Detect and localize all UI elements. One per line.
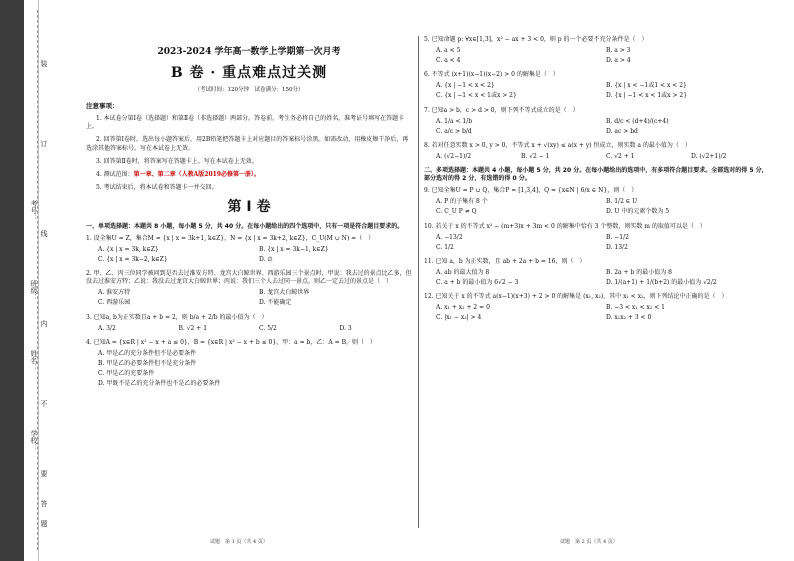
answer-option: C. C_U P ≠ Q: [436, 208, 477, 216]
answer-option: A. 1/a < 1/b: [436, 117, 473, 125]
answer-option: A. 甲是乙的充分条件但不是必要条件: [98, 349, 197, 357]
answer-option: B. {x | x < −1或1 < x < 2}: [606, 82, 687, 90]
notice-item: 3. 回答第Ⅱ卷时，将答案写在答题卡上。写在本试卷上无效。: [96, 157, 258, 165]
binding-mark: 答: [40, 500, 48, 507]
answer-option: D. ∅: [259, 256, 273, 264]
question: [86, 270, 412, 307]
answer-option: A. P 的子集有 8 个: [436, 198, 488, 206]
answer-option: A. 3/2: [98, 324, 116, 332]
answer-option: D. 3: [339, 324, 352, 332]
question: [86, 339, 412, 388]
answer-option: C. {x | x = 3k−2, k∈Z}: [98, 256, 168, 264]
question: [424, 223, 768, 252]
answer-option: D. 甲既不是乙的充分条件也不是乙的必要条件: [98, 380, 221, 388]
answer-option: C. a < 4: [436, 57, 461, 65]
answer-option: A. ab 的最大值为 8: [436, 268, 490, 276]
answer-option: D. (√2+1)/2: [691, 152, 727, 160]
question: [424, 71, 768, 100]
exam-number-label: 考号：: [30, 200, 38, 221]
notice-item: 5. 考试结束后，将本试卷和答题卡一并交回。: [96, 183, 218, 191]
notice-heading: 注意事项：: [86, 102, 119, 111]
question-stem: 6. 不等式 (x+1)(x−1)(x−2) > 0 的解集是（ ）: [424, 71, 559, 79]
option-list: [98, 289, 412, 307]
question-stem: 8. 若对任意实数 x > 0, y > 0，不等式 x + √(xy) ≤ a(x + y) 恒成立，则实数 a 的最小值为（ ）: [424, 141, 691, 149]
answer-option: C. {x | −1 < x < 1或x > 2}: [436, 92, 517, 100]
option-list: [436, 269, 768, 287]
binding-mark: 要: [40, 470, 48, 477]
notice-item-scope: 4. 测试范围：第一章、第二章（人教A版2019必修第一册）。: [96, 170, 260, 178]
page-divider: [418, 36, 419, 528]
scope-highlight: 第一章、第二章（人教A版2019必修第一册）。: [133, 170, 260, 178]
question: [424, 293, 768, 322]
answer-option: D. x₁x₂ + 3 < 0: [606, 314, 652, 322]
answer-option: B. −3 < x₁ < x₂ < 1: [606, 304, 665, 312]
answer-option: C. a/c > b/d: [436, 127, 472, 135]
answer-option: C. 西游乐园: [98, 299, 131, 307]
answer-option: A. x₁ + x₂ + 2 = 0: [436, 304, 490, 312]
name-label: 姓名：: [30, 350, 38, 371]
answer-option: B. d/c < (d+4)/(c+4): [606, 117, 669, 125]
answer-option: B. a > 3: [606, 47, 631, 55]
question-stem: 5. 已知命题 p: ∀x∈[1,3]，x² − ax + 3 < 0，则 p 的一个必要不充分条件是（ ）: [424, 36, 648, 43]
school-label: 学校：: [30, 430, 38, 451]
option-list: [436, 153, 768, 161]
exam-title: 2023-2024 学年高一数学上学期第一次月考: [157, 47, 341, 57]
answer-option: C. 5/2: [259, 324, 277, 332]
left-question-list: [86, 235, 412, 388]
footer-page-1: 试题 第 1 页（共 4 页）: [210, 539, 268, 545]
binding-mark: 不: [40, 400, 48, 407]
answer-option: D. 不能确定: [259, 299, 292, 307]
answer-option: D. ac > bd: [606, 127, 638, 135]
answer-option: B. 甲是乙的必要条件但不是充分条件: [98, 359, 197, 367]
exam-subtitle: B 卷 · 重点难点过关测: [170, 65, 328, 82]
question: [424, 107, 768, 136]
answer-option: D. U 中的元素个数为 5: [606, 208, 670, 216]
answer-option: B. −1/2: [606, 233, 629, 241]
notice-item: 2. 回答第Ⅰ卷时，选出每小题答案后，用2B铅笔把答题卡上对应题目的答案标号涂黑。如需改动，用橡皮擦干净后，再选涂其他答案标号。写在本试卷上无效。: [86, 136, 409, 152]
answer-option: B. √2 − 1: [521, 152, 550, 160]
question-stem: 1. 设全集U = Z，集合M = {x | x = 3k+1, k∈Z}，N = {x | x = 3k+2, k∈Z}，C_U(M ∪ N) =（ ）: [86, 234, 375, 242]
binding-mark: 线: [40, 230, 48, 237]
right-page: [424, 36, 768, 328]
section-heading-single-choice: 一、单项选择题：本题共 8 小题，每小题 5 分，共 40 分。在每小题给出的四个选项中，只有一项是符合题目要求的。: [86, 222, 404, 230]
right-question-list: [424, 36, 768, 161]
question-stem: 7. 已知a > b，c > d > 0，则下列不等式成立的是（ ）: [424, 106, 579, 114]
answer-option: A. 淮安方特: [98, 289, 131, 297]
question: [424, 36, 768, 65]
option-list: [436, 47, 768, 65]
question: [424, 187, 768, 216]
answer-option: A. a < 5: [436, 47, 461, 55]
option-list: [436, 304, 768, 322]
volume-heading: 第 Ⅰ 卷: [227, 198, 271, 215]
question: [86, 235, 412, 264]
answer-option: C. 甲是乙的充要条件: [98, 369, 155, 377]
exam-meta: （考试时间：120分钟 试卷满分：150分）: [194, 87, 304, 94]
answer-option: A. −13/2: [436, 233, 463, 241]
option-list: [98, 246, 412, 264]
right-question-list-2: [424, 187, 768, 322]
answer-option: C. a + b 的最小值为 6√2 − 3: [436, 278, 519, 286]
question: [86, 314, 412, 333]
answer-option: C. 1/2: [436, 243, 454, 251]
answer-option: C. |x₁ − x₂| > 4: [436, 314, 482, 322]
option-list: [436, 234, 768, 252]
option-list: [436, 118, 768, 136]
question: [424, 142, 768, 161]
answer-option: B. 2a + b 的最小值为 8: [606, 268, 672, 276]
answer-option: B. 1/2 ∈ U: [606, 198, 638, 206]
question-stem: 11. 已知 a，b 为正实数，且 ab + 2a + b = 16，则（ ）: [424, 257, 586, 265]
footer-page-2: 试题 第 2 页（共 4 页）: [560, 539, 618, 545]
notice-section: [86, 102, 412, 191]
question-stem: 10. 若关于 x 的不等式 x² − (m+3)x + 3m < 0 的解集中恰有 3 个整数，则实数 m 的取值可以是（ ）: [424, 222, 706, 230]
answer-option: D. 13/2: [606, 243, 628, 251]
question: [424, 258, 768, 287]
option-list: [98, 350, 412, 388]
option-list: [436, 82, 768, 100]
binding-labels: [29, 0, 69, 561]
question-stem: 2. 甲、乙、丙三位同学被问到是否去过淮安方特、龙宫大白鲸世界、西游乐园三个景点时，甲说：我去过的景点比乙多，但没去过淮安方特；乙说：我没去过龙宫大白鲸世界；丙说：我们三个人去过同一景点，则乙一定去过的景点是（ ）: [86, 270, 412, 286]
notice-item: 1. 本试卷分第Ⅰ卷（选择题）和第Ⅱ卷（非选择题）两部分。答卷前，考生务必将自己的姓名、准考证号填写在答题卡上。: [86, 115, 405, 131]
option-list: [436, 198, 768, 216]
binding-mark: 装: [40, 60, 48, 67]
question-stem: 12. 已知关于 x 的不等式 a(x−1)(x+3) + 2 > 0 的解集是 (x₁, x₂)，其中 x₁ < x₂，则下列结论中正确的是（ ）: [424, 293, 728, 301]
answer-option: B. √2 + 1: [178, 324, 208, 332]
question-stem: 4. 已知A = {x∈R | x² − x + a ≤ 0}，B = {x∈R | x² − x + b ≤ 0}，甲：a = b，乙：A = B，则（ ）: [86, 338, 376, 346]
answer-option: B. 龙宫大白鲸世界: [259, 289, 310, 297]
binding-mark: 内: [40, 320, 48, 327]
answer-option: A. (√2−1)/2: [436, 152, 472, 160]
binding-mark: 题: [40, 520, 48, 527]
section-heading-multi-choice: 二、多项选择题：本题共 4 小题，每小题 5 分，共 20 分。在每小题给出的选项中，有多项符合题目要求。全部选对的得 5 分，部分选对的得 2 分，有选错的得 0 分。: [424, 167, 768, 183]
question-stem: 3. 已知a, b为正实数且a + b = 2，则 b/a + 2/b 的最小值为（ ）: [86, 313, 268, 321]
answer-option: D. 1/(a+1) + 1/(b+2) 的最小值为 √2/2: [606, 278, 717, 286]
left-page: [86, 36, 412, 394]
answer-option: B. {x | x = 3k−1, k∈Z}: [259, 245, 329, 253]
answer-option: A. {x | x = 3k, k∈Z}: [98, 245, 159, 253]
answer-option: C. √2 + 1: [606, 152, 635, 160]
class-label: 班级：: [30, 280, 38, 301]
binding-strip: [0, 0, 24, 561]
answer-option: D. {x | −1 < x < 1或x > 2}: [606, 92, 688, 100]
answer-option: A. {x | −1 < x < 2}: [436, 82, 495, 90]
option-list: [98, 325, 412, 333]
binding-mark: 订: [40, 140, 48, 147]
answer-option: D. a > 4: [606, 57, 631, 65]
question-stem: 9. 已知全集U = P ∪ Q，集合P = [1,3,4]，Q = {x∈N | 6/x ∈ N}，则（ ）: [424, 187, 638, 195]
